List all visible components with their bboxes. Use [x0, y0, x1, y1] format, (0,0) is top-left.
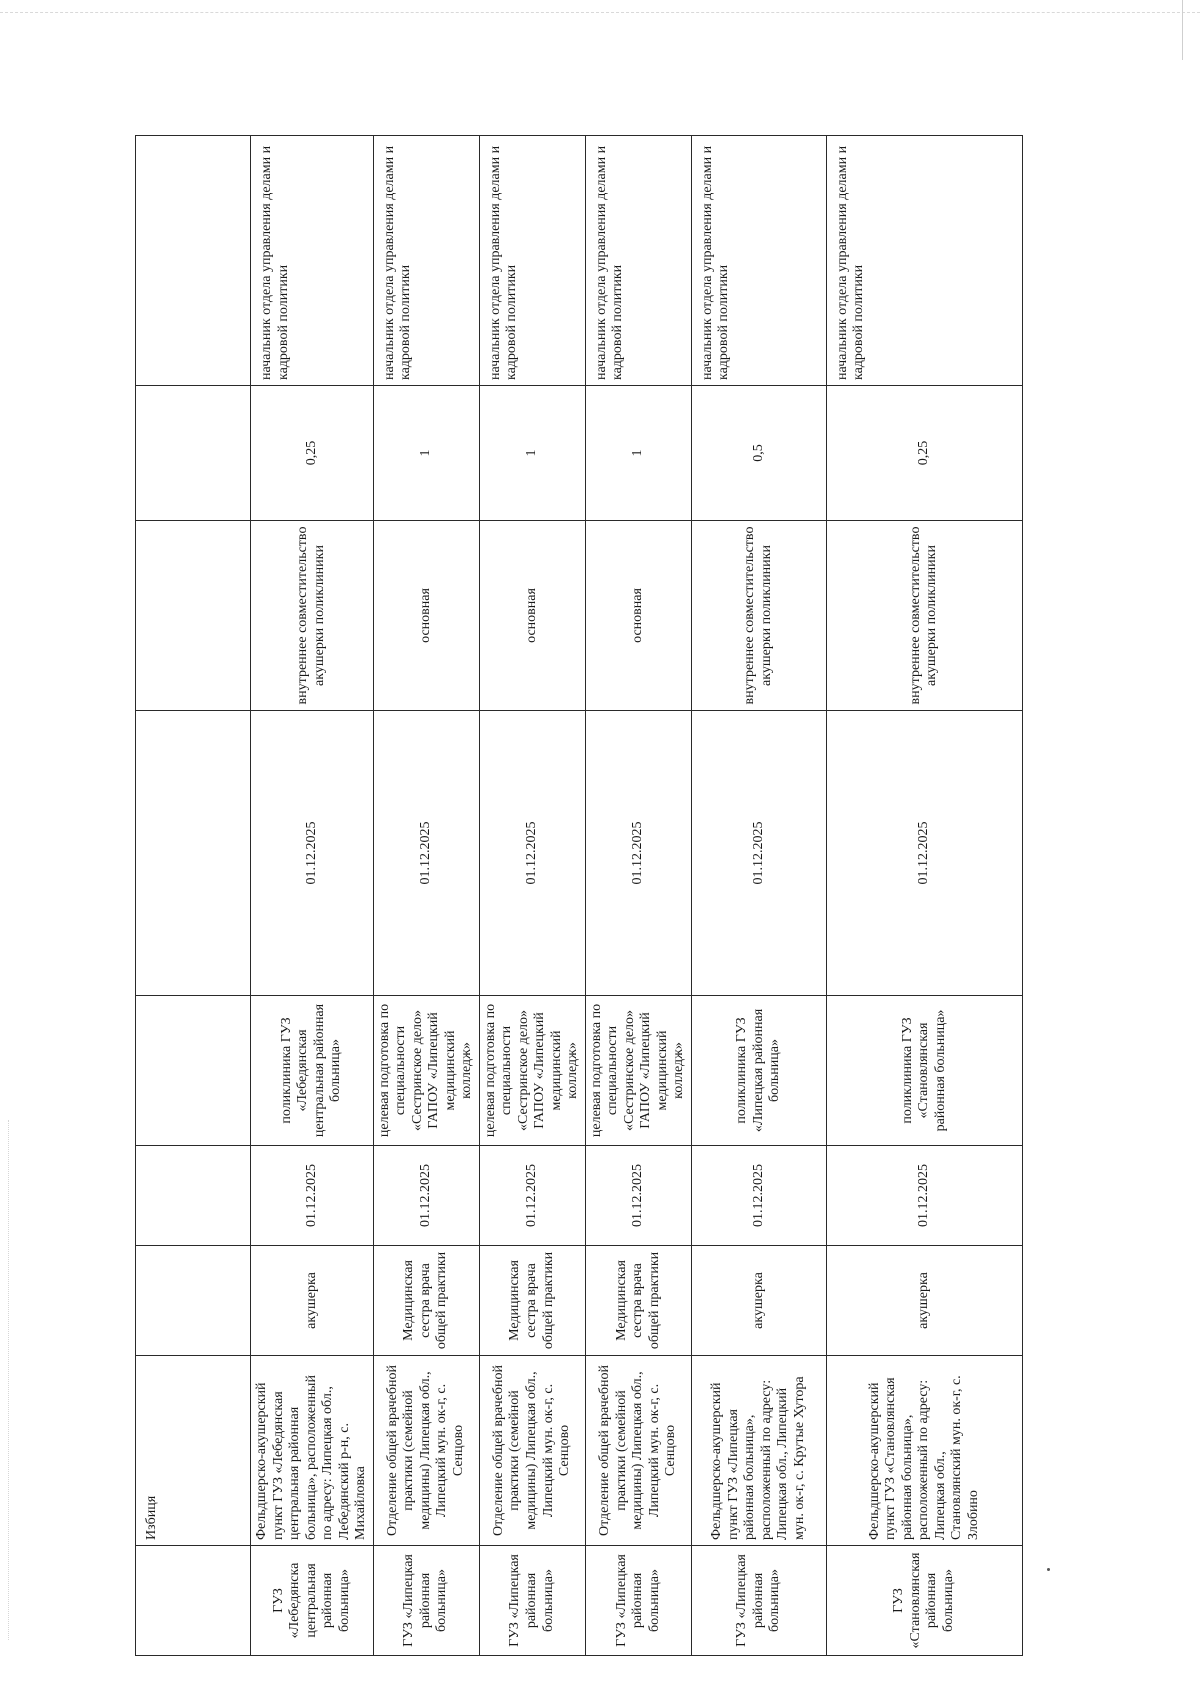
- table-row: [251, 136, 374, 1656]
- header-cell-employment-type: [136, 521, 251, 711]
- table-row: [373, 136, 479, 1656]
- table-row: [479, 136, 585, 1656]
- header-cell-basis: [136, 996, 251, 1146]
- basis-cell: целевая подготовка по специальности «Сестринское дело» ГАПОУ «Липецкий медицинский колледж»: [479, 996, 585, 1146]
- unit-cell: Отделение общей врачебной практики (семейной медицины) Липецкая обл., Липецкий мун. ок-г, с. Сенцово: [479, 1356, 585, 1546]
- date-to-cell: 01.12.2025: [826, 711, 1022, 996]
- position-cell: акушерка: [691, 1246, 826, 1356]
- employment-type-cell: внутреннее совместительство акушерки поликлиники: [826, 521, 1022, 711]
- organization-cell: ГУЗ «Липецкая районная больница»: [585, 1546, 691, 1656]
- date-from-cell: 01.12.2025: [251, 1146, 374, 1246]
- basis-cell: поликлиника ГУЗ «Лебедянская центральная районная больница»: [251, 996, 374, 1146]
- rate-cell: 1: [373, 386, 479, 521]
- table-header-row: [136, 136, 251, 1656]
- employment-type-cell: основная: [479, 521, 585, 711]
- date-from-cell: 01.12.2025: [585, 1146, 691, 1246]
- rate-cell: 0,25: [251, 386, 374, 521]
- header-cell-organization: [136, 1546, 251, 1656]
- organization-cell: ГУЗ «Липецкая районная больница»: [479, 1546, 585, 1656]
- basis-cell: поликлиника ГУЗ «Становлянская районная больница»: [826, 996, 1022, 1146]
- rate-cell: 1: [479, 386, 585, 521]
- organization-cell: ГУЗ «Становлянская районная больница»: [826, 1546, 1022, 1656]
- date-from-cell: 01.12.2025: [826, 1146, 1022, 1246]
- unit-cell: Отделение общей врачебной практики (семейной медицины) Липецкая обл., Липецкий мун. ок-г, с. Сенцово: [585, 1356, 691, 1546]
- position-cell: акушерка: [826, 1246, 1022, 1356]
- scan-edge-left: [8, 1120, 9, 1640]
- header-cell-date-from: [136, 1146, 251, 1246]
- contact-cell: начальник отдела управления делами и кадровой политики: [251, 136, 374, 386]
- unit-cell: Отделение общей врачебной практики (семейной медицины) Липецкая обл., Липецкий мун. ок-г, с. Сенцово: [373, 1356, 479, 1546]
- contact-cell: начальник отдела управления делами и кадровой политики: [373, 136, 479, 386]
- employment-type-cell: внутреннее совместительство акушерки поликлиники: [251, 521, 374, 711]
- vacancy-table: [135, 135, 1023, 1656]
- date-to-cell: 01.12.2025: [691, 711, 826, 996]
- contact-cell: начальник отдела управления делами и кадровой политики: [585, 136, 691, 386]
- position-cell: Медицинская сестра врача общей практики: [373, 1246, 479, 1356]
- header-cell-contact: [136, 136, 251, 386]
- date-from-cell: 01.12.2025: [479, 1146, 585, 1246]
- contact-cell: начальник отдела управления делами и кадровой политики: [479, 136, 585, 386]
- table-row: [826, 136, 1022, 1656]
- position-cell: акушерка: [251, 1246, 374, 1356]
- rate-cell: 1: [585, 386, 691, 521]
- table-row: [585, 136, 691, 1656]
- table-row: [691, 136, 826, 1656]
- organization-cell: ГУЗ «Липецкая районная больница»: [373, 1546, 479, 1656]
- date-to-cell: 01.12.2025: [479, 711, 585, 996]
- date-to-cell: 01.12.2025: [373, 711, 479, 996]
- header-cell-rate: [136, 386, 251, 521]
- unit-cell: Фельдшерско-акушерский пункт ГУЗ «Лебедянская центральная районная больница», расположенный по адресу: Липецкая обл., Лебедянский р-н, с. Михайловка: [251, 1356, 374, 1546]
- date-to-cell: 01.12.2025: [251, 711, 374, 996]
- date-from-cell: 01.12.2025: [691, 1146, 826, 1246]
- scan-edge-right: [1182, 0, 1183, 60]
- unit-cell: Фельдшерско-акушерский пункт ГУЗ «Становлянская районная больница», расположенный по адресу: Липецкая обл., Становлянский мун. ок-г, с. Злобино: [826, 1356, 1022, 1546]
- position-cell: Медицинская сестра врача общей практики: [479, 1246, 585, 1356]
- organization-cell: ГУЗ «Липецкая районная больница»: [691, 1546, 826, 1656]
- position-cell: Медицинская сестра врача общей практики: [585, 1246, 691, 1356]
- basis-cell: целевая подготовка по специальности «Сестринское дело» ГАПОУ «Липецкий медицинский колледж»: [373, 996, 479, 1146]
- scan-artifact-dot: [1047, 1568, 1050, 1571]
- contact-cell: начальник отдела управления делами и кадровой политики: [691, 136, 826, 386]
- rate-cell: 0,25: [826, 386, 1022, 521]
- employment-type-cell: внутреннее совместительство акушерки поликлиники: [691, 521, 826, 711]
- employment-type-cell: основная: [585, 521, 691, 711]
- rotated-document-page: [135, 136, 997, 1656]
- rate-cell: 0,5: [691, 386, 826, 521]
- scan-edge-top: [0, 12, 1200, 13]
- date-to-cell: 01.12.2025: [585, 711, 691, 996]
- basis-cell: целевая подготовка по специальности «Сестринское дело» ГАПОУ «Липецкий медицинский колледж»: [585, 996, 691, 1146]
- header-cell-date-to: [136, 711, 251, 996]
- employment-type-cell: основная: [373, 521, 479, 711]
- date-from-cell: 01.12.2025: [373, 1146, 479, 1246]
- header-cell-region: Избиця: [136, 1356, 251, 1546]
- contact-cell: начальник отдела управления делами и кадровой политики: [826, 136, 1022, 386]
- basis-cell: поликлиника ГУЗ «Липецкая районная больница»: [691, 996, 826, 1146]
- header-cell-position: [136, 1246, 251, 1356]
- unit-cell: Фельдшерско-акушерский пункт ГУЗ «Липецкая районная больница», расположенный по адресу: Липецкая обл., Липецкий мун. ок-г, с. Крутые Хутора: [691, 1356, 826, 1546]
- organization-cell: ГУЗ «Лебедянска центральная районная больница»: [251, 1546, 374, 1656]
